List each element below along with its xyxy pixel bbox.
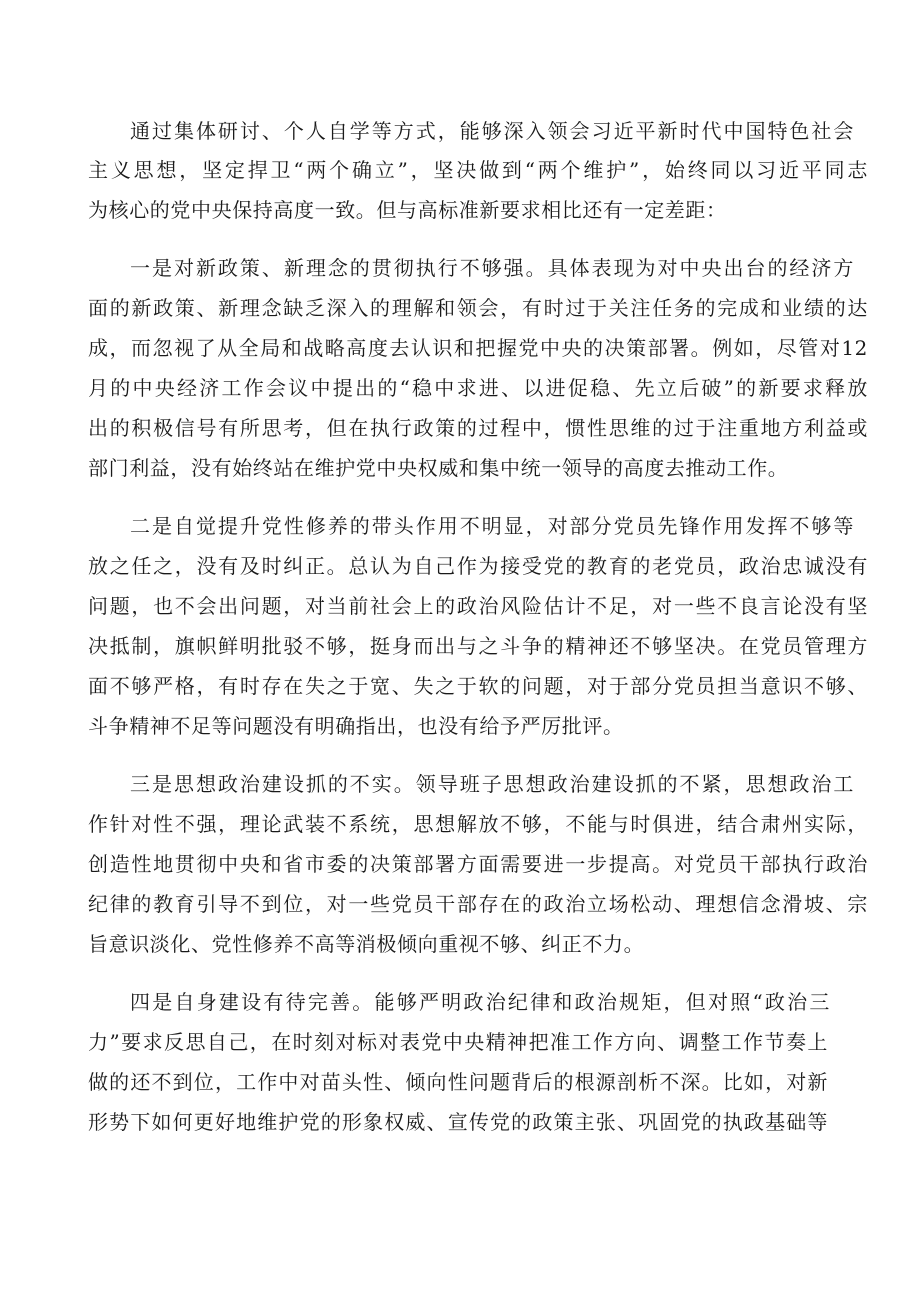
text-line: 作针对性不强，理论武装不系统，思想解放不够，不能与时俱进，结合肃州实际，: [88, 812, 868, 836]
text-line: 二是自觉提升党性修养的带头作用不明显，对部分党员先锋作用发挥不够等: [130, 514, 854, 538]
text-line: 斗争精神不足等问题没有明确指出，也没有给予严厉批评。: [88, 714, 624, 738]
text-line: 放之任之，没有及时纠正。总认为自己作为接受党的教育的老党员，政治忠诚没有: [88, 554, 868, 578]
text-line: 创造性地贯彻中央和省市委的决策部署方面需要进一步提高。对党员干部执行政治: [88, 852, 868, 876]
text-line: 纪律的教育引导不到位，对一些党员干部存在的政治立场松动、理想信念滑坡、宗: [88, 892, 868, 916]
text-line: 主义思想，坚定捍卫“两个确立”，坚决做到“两个维护”，始终同以习近平同志: [88, 158, 868, 182]
text-line: 四是自身建设有待完善。能够严明政治纪律和政治规矩，但对照“政治三: [130, 990, 830, 1014]
text-line: 旨意识淡化、党性修养不高等消极倾向重视不够、纠正不力。: [88, 932, 645, 956]
text-line: 决抵制，旗帜鲜明批驳不够，挺身而出与之斗争的精神还不够坚决。在党员管理方: [88, 634, 868, 658]
text-line: 一是对新政策、新理念的贯彻执行不够强。具体表现为对中央出台的经济方: [130, 256, 854, 280]
text-line: 成，而忽视了从全局和战略高度去认识和把握党中央的决策部署。例如，尽管对12: [88, 336, 868, 360]
text-line: 问题，也不会出问题，对当前社会上的政治风险估计不足，对一些不良言论没有坚: [88, 594, 868, 618]
text-line: 出的积极信号有所思考，但在执行政策的过程中，惯性思维的过于注重地方利益或: [88, 416, 868, 440]
text-line: 为核心的党中央保持高度一致。但与高标准新要求相比还有一定差距：: [88, 198, 727, 222]
text-line: 面不够严格，有时存在失之于宽、失之于软的问题，对于部分党员担当意识不够、: [88, 674, 868, 698]
text-line: 通过集体研讨、个人自学等方式，能够深入领会习近平新时代中国特色社会: [130, 119, 854, 143]
text-line: 月的中央经济工作会议中提出的“稳中求进、以进促稳、先立后破”的新要求释放: [88, 376, 868, 400]
text-line: 力”要求反思自己，在时刻对标对表党中央精神把准工作方向、调整工作节奏上: [88, 1030, 828, 1054]
text-line: 做的还不到位，工作中对苗头性、倾向性问题背后的根源剖析不深。比如，对新: [88, 1070, 828, 1094]
text-line: 三是思想政治建设抓的不实。领导班子思想政治建设抓的不紧，思想政治工: [130, 772, 854, 796]
text-line: 部门利益，没有始终站在维护党中央权威和集中统一领导的高度去推动工作。: [88, 456, 789, 480]
text-line: 形势下如何更好地维护党的形象权威、宣传党的政策主张、巩固党的执政基础等: [88, 1110, 828, 1134]
text-line: 面的新政策、新理念缺乏深入的理解和领会，有时过于关注任务的完成和业绩的达: [88, 296, 868, 320]
